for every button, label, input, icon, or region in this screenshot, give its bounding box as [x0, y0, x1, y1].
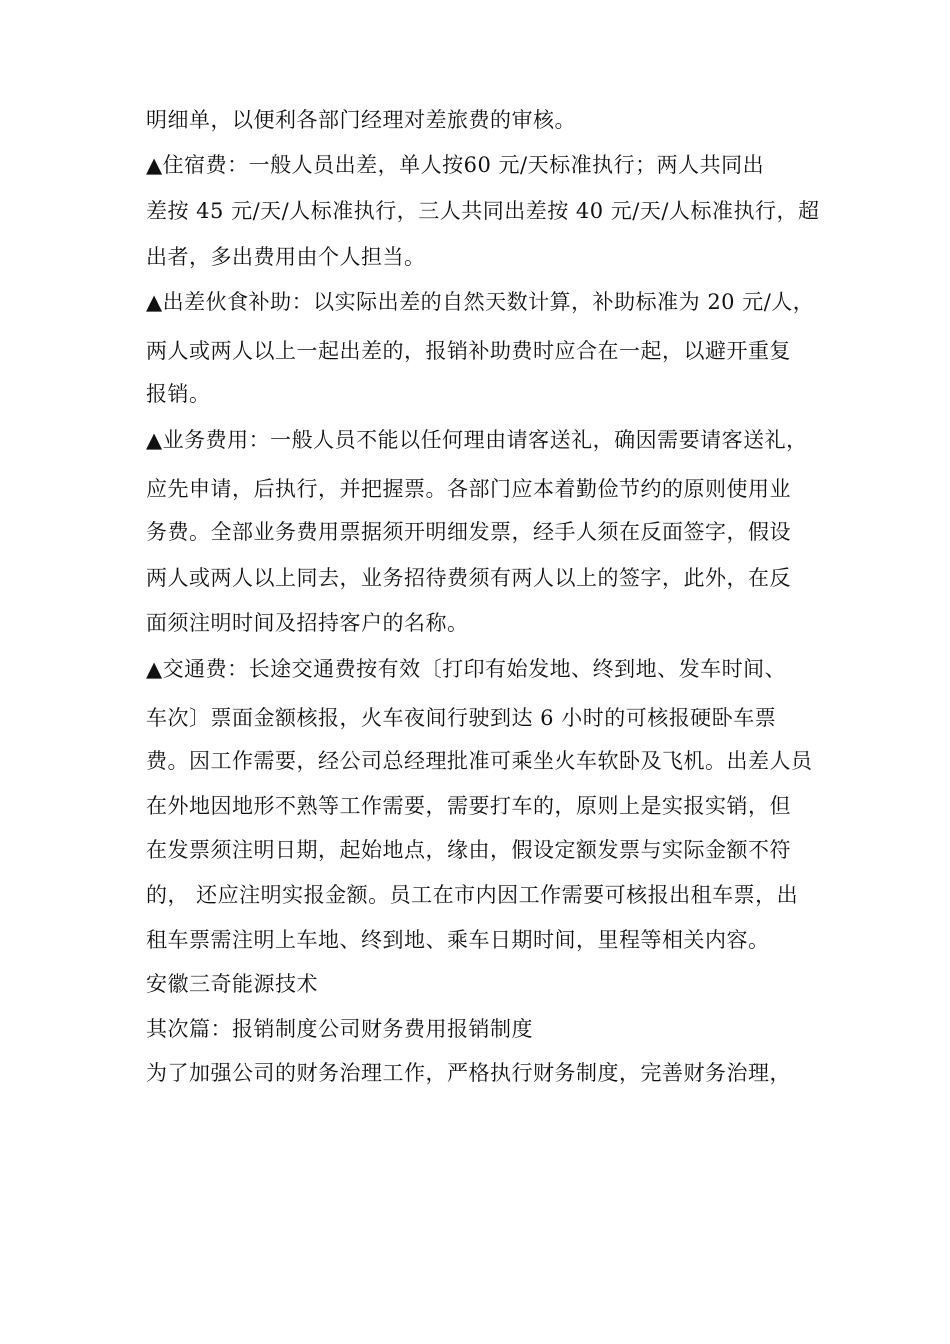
text-line: 租车票需注明上车地、终到地、乘车日期时间，里程等相关内容。 [146, 928, 770, 952]
text-line: 车次〕票面金额核报，火车夜间行驶到达 6 小时的可核报硬卧车票 [146, 706, 777, 730]
text-line: 两人或两人以上同去，业务招待费须有两人以上的签字，此外，在反 [146, 566, 791, 590]
text-line: 务费。全部业务费用票据须开明细发票，经手人须在反面签字，假设 [146, 520, 791, 544]
text-line: 应先申请，后执行，并把握票。各部门应本着勤俭节约的原则使用业 [146, 477, 791, 501]
text-line: 面须注明时间及招持客户的名称。 [146, 611, 469, 635]
text-line: 其次篇：报销制度公司财务费用报销制度 [146, 1017, 533, 1041]
text-line: 差按 45 元/天/人标准执行，三人共同出差按 40 元/天/人标准执行，超 [146, 199, 820, 223]
text-line: 安徽三奇能源技术 [146, 972, 318, 996]
text-line: ▲出差伙食补助：以实际出差的自然天数计算，补助标准为 20 元/人， [146, 290, 815, 314]
text-line: ▲业务费用：一般人员不能以任何理由请客送礼，确因需要请客送礼， [146, 428, 808, 452]
text-line: 的， 还应注明实报金额。员工在市内因工作需要可核报出租车票，出 [146, 883, 799, 907]
text-line: 在外地因地形不熟等工作需要，需要打车的，原则上是实报实销，但 [146, 794, 791, 818]
text-line: 出者，多出费用由个人担当。 [146, 245, 426, 269]
text-line: 两人或两人以上一起出差的，报销补助费时应合在一起，以避开重复 [146, 339, 791, 363]
text-line: ▲交通费：长途交通费按有效〔打印有始发地、终到地、发车时间、 [146, 657, 787, 681]
text-line: 报销。 [146, 382, 211, 406]
text-line: 在发票须注明日期，起始地点，缘由，假设定额发票与实际金额不符 [146, 838, 791, 862]
text-line: ▲住宿费：一般人员出差，单人按60 元/天标准执行；两人共同出 [146, 153, 765, 177]
text-line: 费。因工作需要，经公司总经理批准可乘坐火车软卧及飞机。出差人员 [146, 749, 813, 773]
text-line: 明细单，以便利各部门经理对差旅费的审核。 [146, 108, 576, 132]
text-line: 为了加强公司的财务治理工作，严格执行财务制度，完善财务治理， [146, 1061, 791, 1085]
